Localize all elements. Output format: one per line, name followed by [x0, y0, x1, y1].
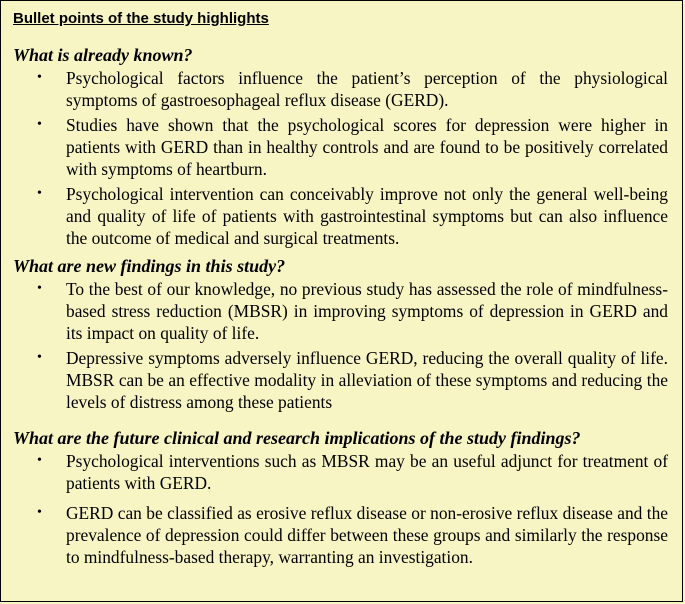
bullet-icon: •: [37, 70, 42, 85]
list-item-text: Psychological factors influence the patient’s perception of the physiological symptoms of gastroesophageal reflux disease (GERD).: [66, 68, 668, 110]
list-item-text: Studies have shown that the psychological scores for depression were higher in patients with GERD than in healthy controls and are found to be positively correlated with symptoms of heartburn.: [66, 115, 668, 179]
section-heading: What are new findings in this study?: [13, 256, 286, 276]
bullet-icon: •: [37, 350, 42, 365]
list-item-text: To the best of our knowledge, no previous study has assessed the role of mindfulness-based stress reduction (MBSR) in improving symptoms of depression in GERD and its impact on quality of life.: [66, 279, 668, 343]
bullet-icon: •: [37, 117, 42, 132]
list-item-text: Depressive symptoms adversely influence GERD, reducing the overall quality of life. MBSR can be an effective modality in alleviation of these symptoms and reducing the levels of distress among these patients: [66, 348, 668, 412]
list-item-text: Psychological intervention can conceivably improve not only the general well-being and quality of life of patients with gastrointestinal symptoms but can also influence the outcome of medical and surgical treatments.: [66, 184, 668, 248]
list-item: [13, 114, 668, 180]
box-title: Bullet points of the study highlights: [13, 10, 269, 27]
section-already-known: [13, 44, 668, 249]
list-item: [13, 347, 668, 413]
bullet-icon: •: [37, 186, 42, 201]
bullet-icon: •: [37, 281, 42, 296]
section-heading: What are the future clinical and research implications of the study findings?: [13, 428, 581, 448]
bullet-list: [13, 450, 668, 568]
bullet-icon: •: [37, 505, 42, 520]
list-item: [13, 278, 668, 344]
section-new-findings: [13, 255, 668, 413]
bullet-list: [13, 278, 668, 413]
list-item: [13, 183, 668, 249]
list-item-text: Psychological interventions such as MBSR may be an useful adjunct for treatment of patients with GERD.: [66, 451, 668, 493]
section-future-implications: [13, 427, 668, 568]
bullet-icon: •: [37, 453, 42, 468]
bullet-list: [13, 67, 668, 249]
list-item: [13, 502, 668, 568]
section-heading: What is already known?: [13, 45, 193, 65]
list-item: [13, 450, 668, 494]
list-item: [13, 67, 668, 111]
list-item-text: GERD can be classified as erosive reflux disease or non-erosive reflux disease and the prevalence of depression could differ between these groups and similarly the response to mindfulness-based therapy, warranting an investigation.: [66, 503, 668, 567]
